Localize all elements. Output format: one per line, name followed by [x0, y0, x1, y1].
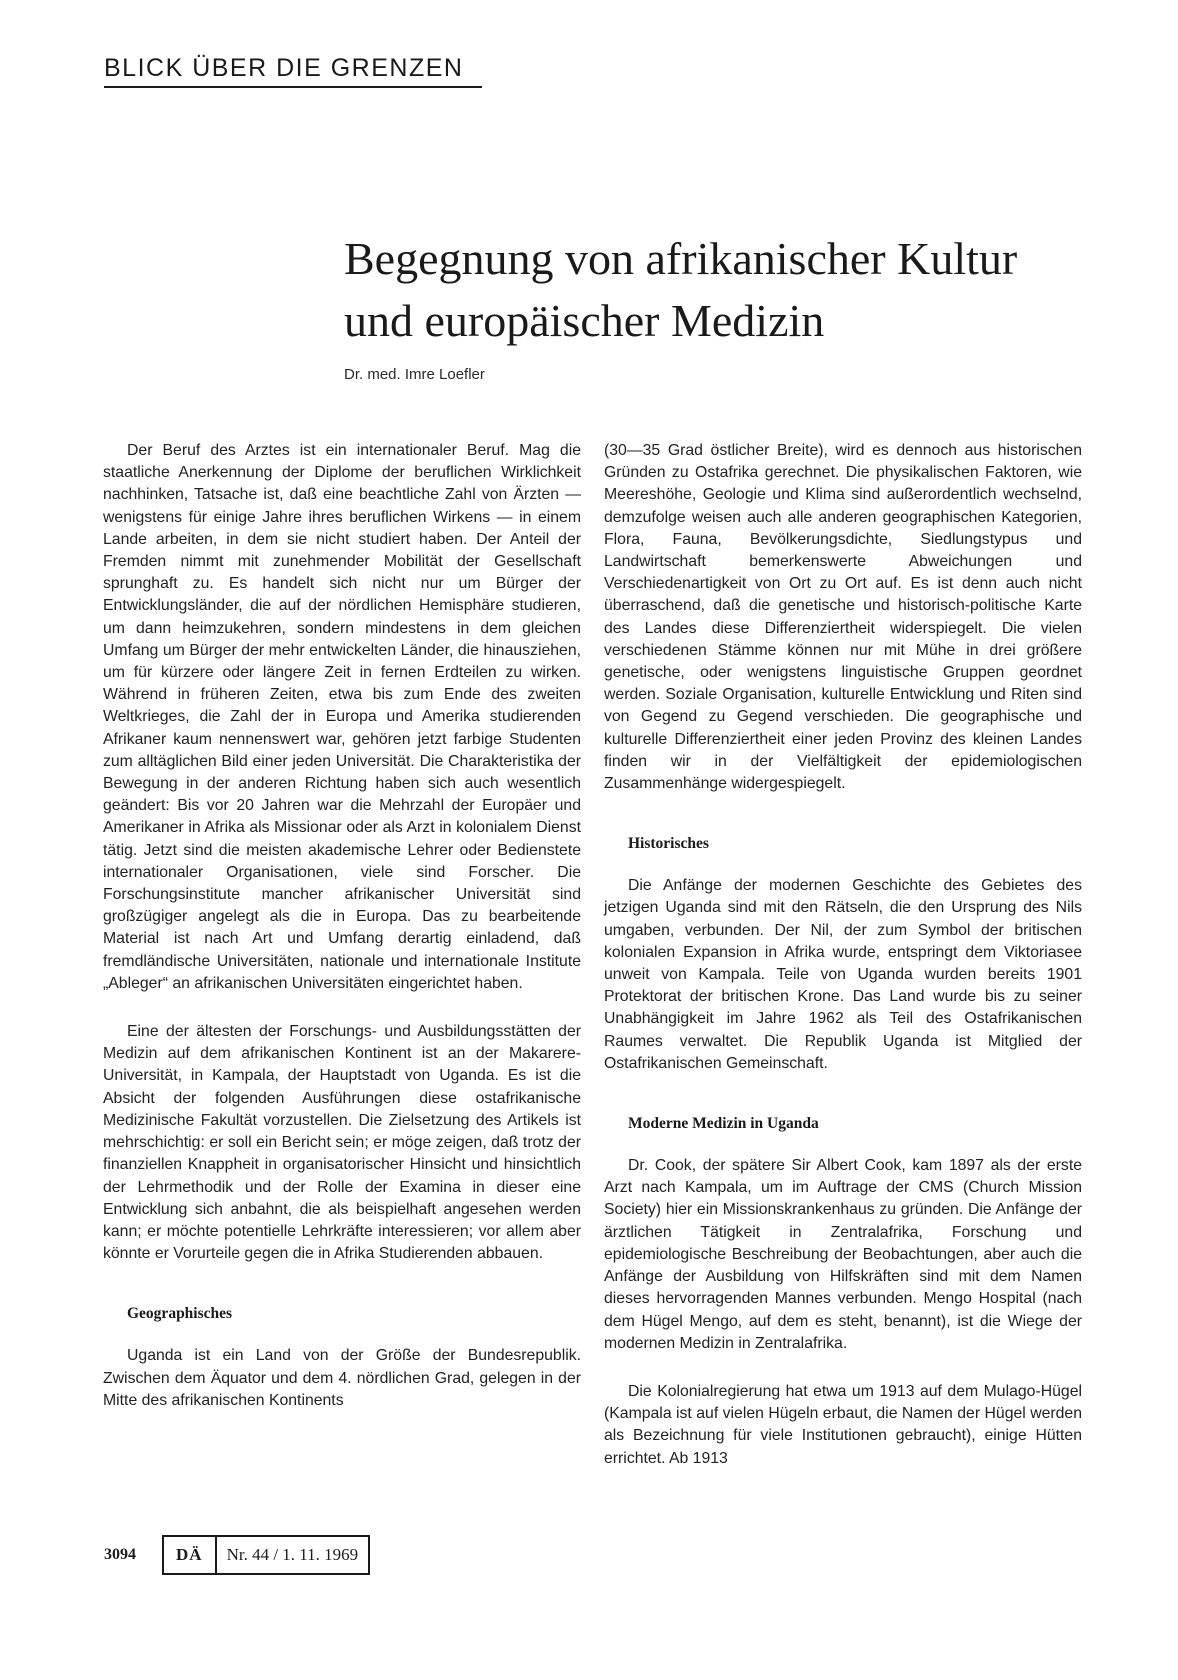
paragraph: Eine der ältesten der Forschungs- und Ausbildungsstätten der Medizin auf dem afrikanischen Kontinent ist an der Makarere-Universität, in Kampala, der Hauptstadt von Uganda. Es ist die Absicht der folgenden Ausführungen diese ostafrikanische Medizinische Fakultät vorzustellen. Die Zielsetzung des Artikels ist mehrschichtig: er soll ein Bericht sein; er möge zeigen, daß trotz der finanziellen Knappheit in organisatorischer Hinsicht und hinsichtlich der Lehrmethodik und der Rolle der Examina in dieser eine Entwicklung sich anbahnt, die als beispielhaft angesehen werden kann; er möchte potentielle Lehrkräfte interessieren; vor allem aber könnte er Vorurteile gegen die in Afrika Studierenden abbauen.: [103, 1023, 581, 1263]
subheading-moderne-medizin: Moderne Medizin in Uganda: [628, 1115, 819, 1133]
paragraph: Uganda ist ein Land von der Größe der Bundesrepublik. Zwischen dem Äquator und dem 4. nördlichen Grad, gelegen in der Mitte des afrikanischen Kontinents: [103, 1347, 581, 1409]
issue-label: Nr. 44 / 1. 11. 1969: [226, 1545, 359, 1564]
article-title-line-1: Begegnung von afrikanischer Kultur: [344, 233, 1018, 284]
right-column: [604, 440, 1082, 1470]
left-column: [103, 440, 581, 1412]
paragraph: (30—35 Grad östlicher Breite), wird es dennoch aus historischen Gründen zu Ostafrika gerechnet. Die physikalischen Faktoren, wie Meereshöhe, Geologie und Klima sind außerordentlich wechselnd, demzufolge weisen auch alle anderen geographischen Kategorien, Flora, Fauna, Bevölkerungsdichte, Siedlungstypus und Landwirtschaft bemerkenswerte Abweichungen und Verschiedenartigkeit von Ort zu Ort auf. Es ist denn auch nicht überraschend, daß die genetische und historisch-politische Karte des Landes diese Differenziertheit widerspiegelt. Die vielen verschiedenen Stämme können nur mit Mühe in drei größere genetische, oder wenigstens linguistische Gruppen geordnet werden. Soziale Organisation, kulturelle Entwicklung und Riten sind von Gegend zu Gegend verschieden. Die geographische und kulturelle Differenziertheit einer jeden Provinz des kleinen Landes finden wir in der Vielfältigkeit der epidemiologischen Zusammenhänge widergespiegelt.: [604, 442, 1082, 793]
subheading-geographisches: Geographisches: [127, 1305, 233, 1323]
article-title-line-2: und europäischer Medizin: [344, 295, 825, 346]
article-author: Dr. med. Imre Loefler: [344, 366, 485, 383]
page-number: 3094: [104, 1546, 136, 1563]
section-heading: BLICK ÜBER DIE GRENZEN: [104, 54, 464, 82]
paragraph: Der Beruf des Arztes ist ein internationaler Beruf. Mag die staatliche Anerkennung der Diplome der beruflichen Wirklichkeit nachhinken, Tatsache ist, daß eine beachtliche Zahl von Ärzten — wenigstens für einige Jahre ihres beruflichen Wirkens — in einem Lande arbeiten, in dem sie nicht studiert haben. Der Anteil der Fremden nimmt mit zunehmender Mobilität der Gesellschaft sprunghaft zu. Es handelt sich nicht nur um Bürger der Entwicklungsländer, die auf der nördlichen Hemisphäre studieren, um dann heimzukehren, sondern mindestens in dem gleichen Umfang um Bürger der mehr entwickelten Länder, die hinausziehen, um für kürzere oder längere Zeit in fernen Erdteilen zu wirken. Während in früheren Zeiten, etwa bis zum Ende des zweiten Weltkrieges, die Zahl der in Europa und Amerika studierenden Afrikaner kaum nennenswert war, gehören jetzt farbige Studenten zum alltäglichen Bild einer jeden Universität. Die Charakteristika der Bewegung in der anderen Richtung haben sich auch wesentlich geändert: Bis vor 20 Jahren war die Mehrzahl der Europäer und Amerikaner in Afrika als Missionar oder als Arzt in kolonialem Dienst tätig. Jetzt sind die meisten akademische Lehrer oder Bedienstete internationaler Organisationen, viele sind Forscher. Die Forschungsinstitute mancher afrikanischer Universität sind großzügiger angelegt als die in Europa. Das zu bearbeitende Material ist nach Art und Umfang derartig einladend, daß fremdländische Universitäten, nationale und internationale Institute „Ableger“ an afrikanischen Universitäten eingerichtet haben.: [103, 442, 581, 992]
journal-logo: DÄ: [164, 1537, 217, 1573]
paragraph: Die Kolonialregierung hat etwa um 1913 auf dem Mulago-Hügel (Kampala ist auf vielen Hügeln erbaut, die Namen der Hügel werden als Bezeichnung für viele Institutionen gebraucht), einige Hütten errichtet. Ab 1913: [604, 1382, 1082, 1467]
journal-badge: [162, 1535, 370, 1575]
article-title: [344, 228, 1104, 352]
section-heading-rule: [104, 86, 482, 88]
page-footer: [104, 1538, 370, 1572]
subheading-historisches: Historisches: [628, 835, 709, 853]
paragraph: Die Anfänge der modernen Geschichte des Gebietes des jetzigen Uganda sind mit den Rätseln, die den Ursprung des Nils umgaben, verbunden. Der Nil, der zum Symbol der britischen kolonialen Expansion in Afrika wurde, entspringt dem Viktoriasee unweit von Kampala. Teile von Uganda wurden bereits 1901 Protektorat der britischen Krone. Das Land wurde bis zu seiner Unabhängigkeit im Jahre 1962 als Teil des Ostafrikanischen Raumes verwaltet. Die Republik Uganda ist Mitglied der Ostafrikanischen Gemeinschaft.: [604, 877, 1082, 1072]
paragraph: Dr. Cook, der spätere Sir Albert Cook, kam 1897 als der erste Arzt nach Kampala, um im Auftrage der CMS (Church Mission Society) hier ein Missionskrankenhaus zu gründen. Die Anfänge der ärztlichen Tätigkeit in Zentralafrika, Forschung und epidemiologische Beschreibung der Beobachtungen, aber auch die Anfänge der Ausbildung von Hilfskräften sind mit dem Namen dieses hervorragenden Mannes verbunden. Mengo Hospital (nach dem Hügel Mengo, auf dem es steht, benannt), ist die Wiege der modernen Medizin in Zentralafrika.: [604, 1157, 1082, 1352]
